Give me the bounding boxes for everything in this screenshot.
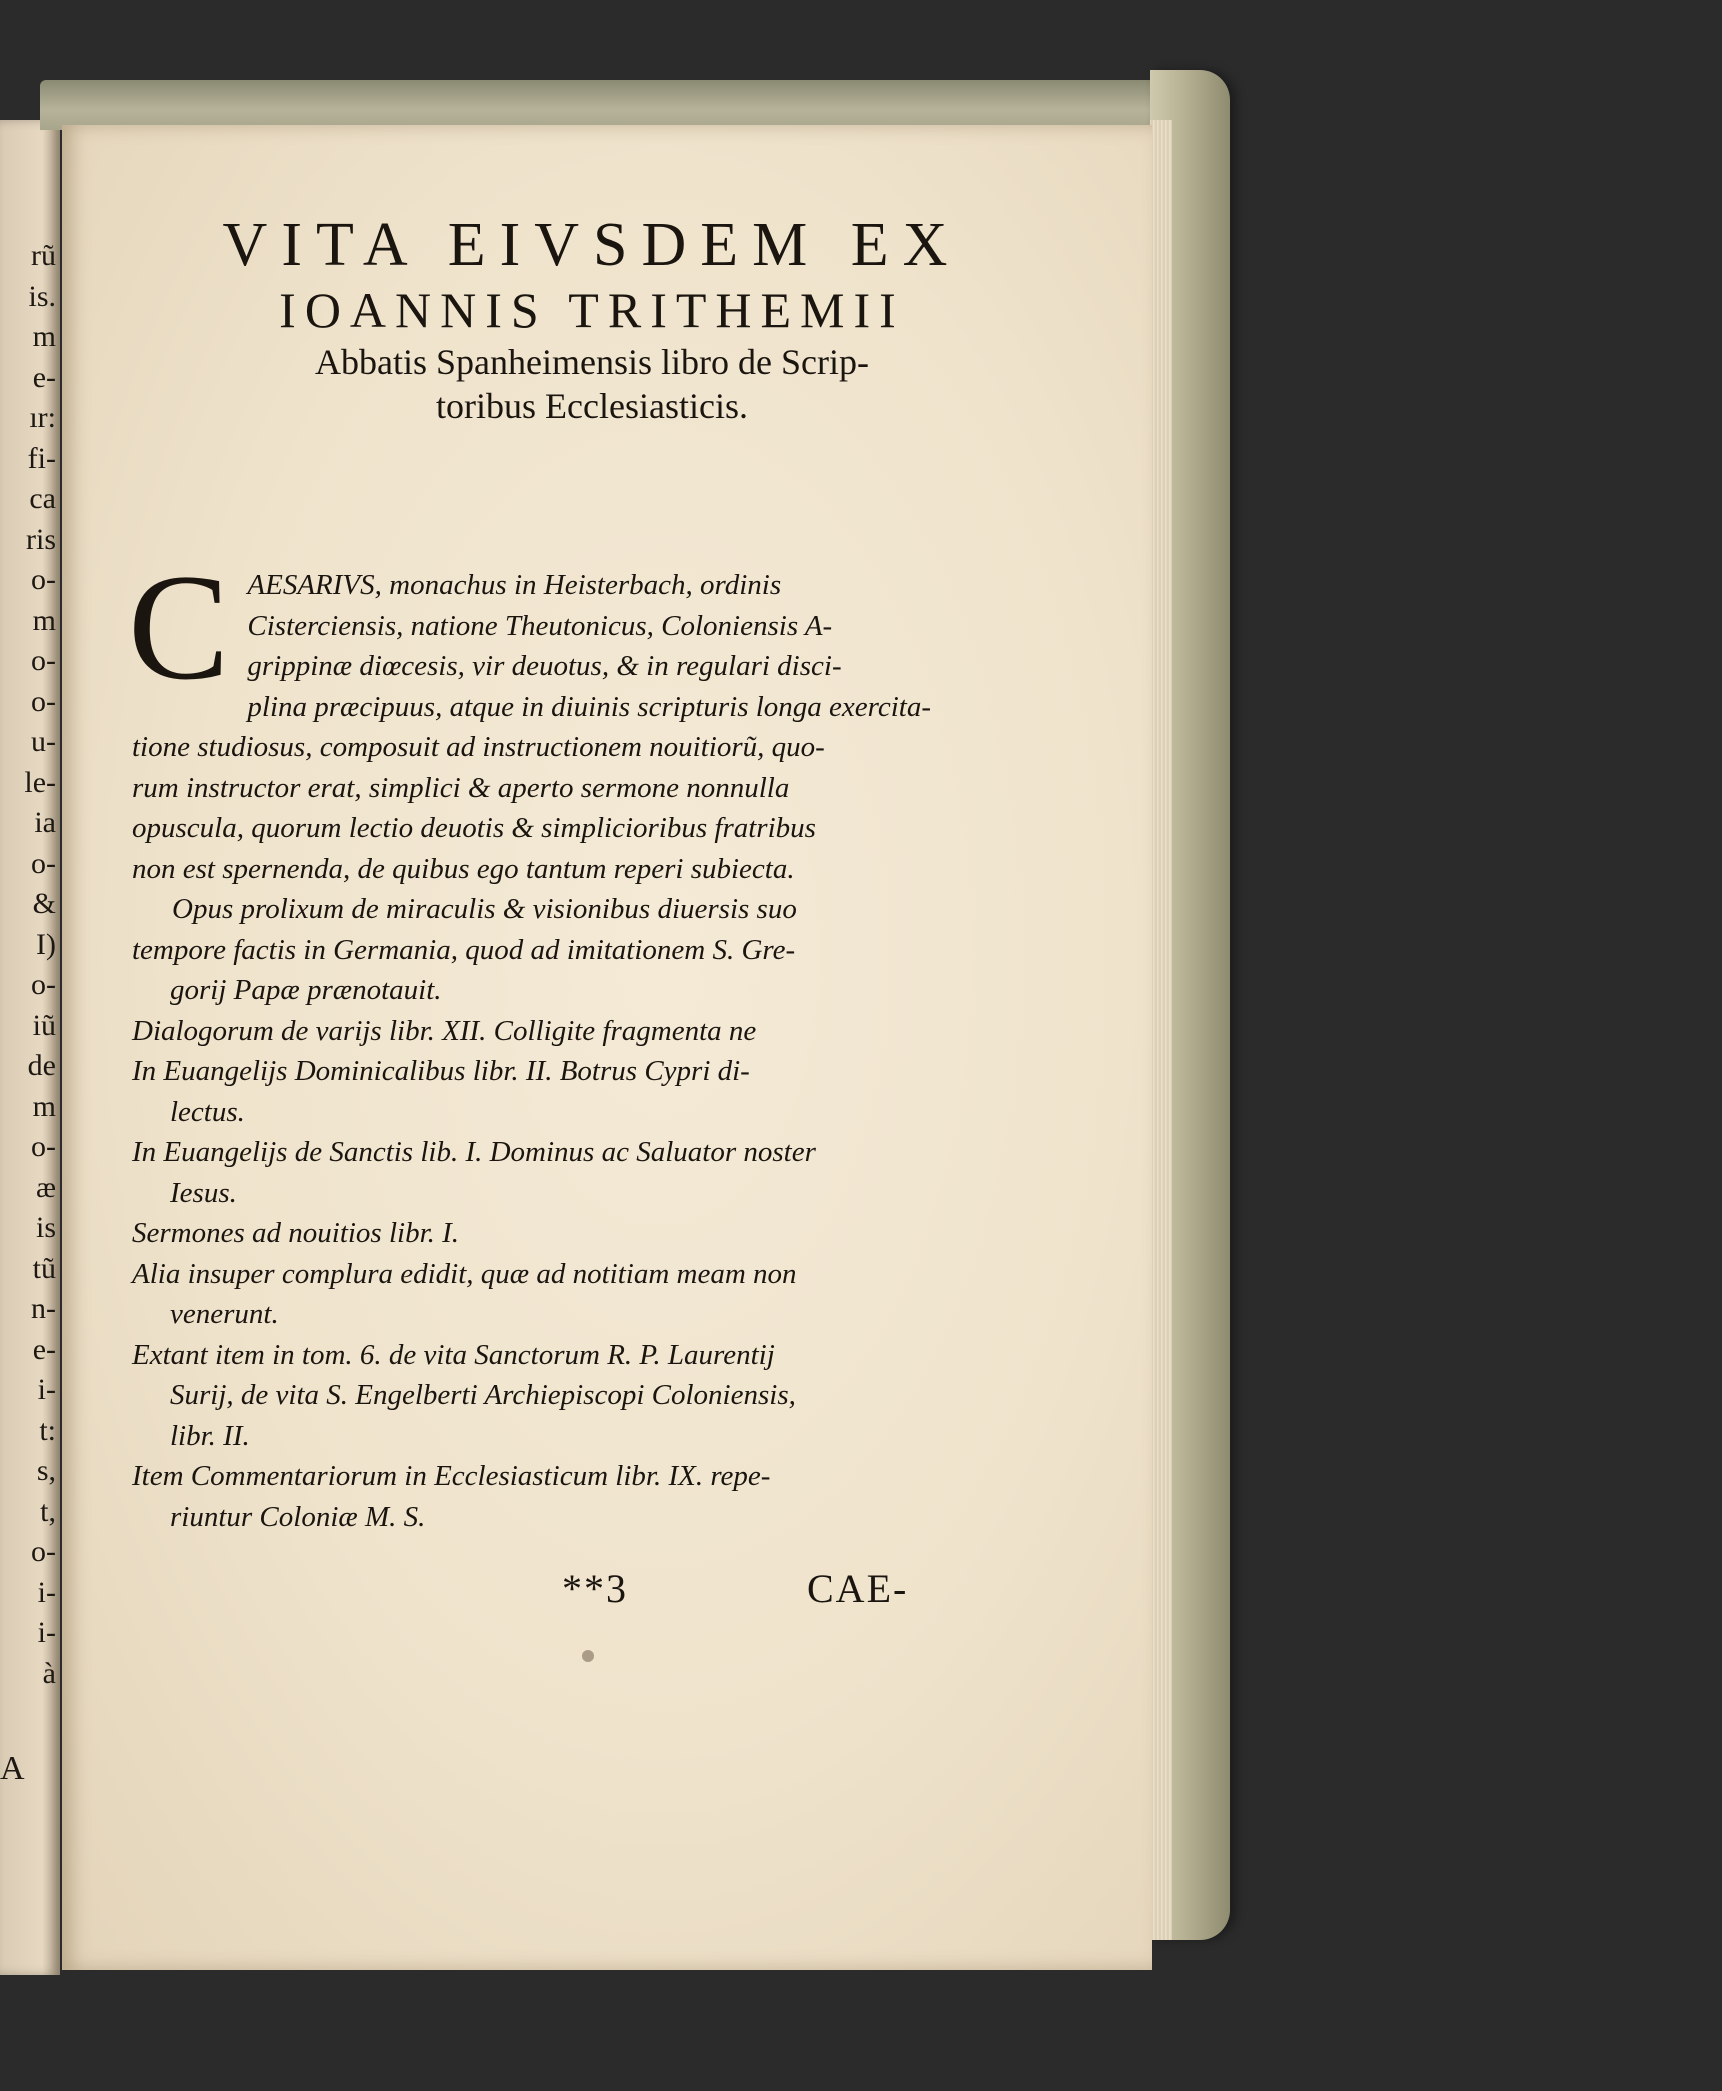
left-page-fragment: de — [27, 1049, 56, 1082]
text-line: In Euangelijs de Sanctis lib. I. Dominus ac Saluator noster — [132, 1136, 816, 1168]
left-page-fragment: o- — [31, 684, 56, 718]
text-line: plina præcipuus, atque in diuinis scripturis longa exercita- — [247, 690, 932, 723]
left-page-fragment: fi- — [27, 441, 56, 475]
left-page-fragment: e- — [32, 360, 56, 394]
left-page-fragment: is. — [28, 279, 56, 313]
left-page-fragment: o- — [31, 846, 56, 880]
signature-mark: **3 — [562, 1566, 628, 1611]
left-page-fragment: o- — [31, 1535, 56, 1568]
left-page-fragment: rũ — [31, 239, 56, 272]
text-line: Iesus. — [170, 1176, 237, 1209]
left-page-fragment: & — [32, 887, 56, 920]
title-line-2: IOANNIS TRITHEMII — [279, 282, 905, 338]
left-page-fragment: ca — [29, 482, 56, 515]
body-text — [128, 543, 1037, 1537]
text-line: Surij, de vita S. Engelberti Archiepiscopi Coloniensis, — [170, 1379, 796, 1411]
page-edges — [1150, 120, 1172, 1940]
title-line-1: VITA EIVSDEM EX — [222, 211, 962, 279]
left-page-fragment: ır: — [29, 401, 56, 434]
text-line: Sermones ad nouitios libr. I. — [132, 1217, 460, 1249]
text-line: Dialogorum de varijs libr. XII. Colligite fragmenta ne — [132, 1014, 757, 1047]
text-line: non est spernenda, de quibus ego tantum reperi subiecta. — [132, 852, 795, 885]
text-line: riuntur Coloniæ M. S. — [170, 1500, 426, 1533]
left-page-fragment: e- — [32, 1332, 56, 1366]
left-page-text-fragments — [0, 236, 56, 1694]
text-line: rum instructor erat, simplici & aperto sermone nonnulla — [132, 771, 790, 804]
text-line: Cisterciensis, natione Theutonicus, Coloniensis A- — [247, 609, 833, 642]
drop-cap: C — [128, 543, 230, 711]
text-line: In Euangelijs Dominicalibus libr. II. Botrus Cypri di- — [132, 1055, 750, 1087]
left-page-fragment: o- — [31, 563, 56, 596]
text-line: Alia insuper complura edidit, quæ ad notitiam meam non — [132, 1257, 797, 1290]
left-page-fragment: is — [35, 1211, 56, 1244]
left-page-fragment: u- — [31, 725, 56, 758]
left-page-fragment: m — [32, 320, 56, 353]
text-line: lectus. — [170, 1095, 245, 1128]
left-page-fragment: n- — [31, 1292, 56, 1325]
book-cover-top — [40, 80, 1230, 130]
left-page-fragment: s, — [36, 1454, 56, 1487]
left-page-fragment: m — [32, 603, 56, 637]
text-line: tione studiosus, composuit ad instructionem nouitiorũ, quo- — [132, 731, 825, 763]
left-page-fragment: I) — [36, 927, 56, 961]
page-footer — [62, 1565, 1152, 1625]
text-line: grippinæ diœcesis, vir deuotus, & in regulari disci- — [247, 650, 842, 682]
left-page-fragment: t, — [40, 1494, 56, 1528]
title-line-3: Abbatis Spanheimensis libro de Scrip- — [315, 342, 869, 382]
left-page-fragment: o- — [31, 644, 56, 677]
text-line: Item Commentariorum in Ecclesiasticum libr. IX. repe- — [132, 1460, 771, 1492]
left-page-fragment: m — [32, 1089, 56, 1123]
text-line: AESARIVS, monachus in Heisterbach, ordinis — [247, 569, 782, 601]
text-line: opuscula, quorum lectio deuotis & simplicioribus fratribus — [132, 812, 816, 844]
left-page-fragment: i- — [37, 1575, 56, 1609]
title-line-4: toribus Ecclesiasticis. — [436, 386, 748, 426]
left-page-fragment: ris — [26, 522, 56, 556]
left-page-letter: A — [0, 1750, 25, 1787]
text-line: tempore factis in Germania, quod ad imitationem S. Gre- — [132, 933, 796, 966]
right-page — [62, 125, 1152, 1970]
text-line: Opus prolixum de miraculis & visionibus diuersis suo — [172, 893, 797, 925]
left-page-fragment: à — [42, 1656, 56, 1690]
left-page-fragment: t: — [39, 1413, 56, 1447]
left-page-fragment: tũ — [32, 1251, 56, 1285]
left-page-fragment: iũ — [32, 1008, 56, 1042]
text-line: venerunt. — [170, 1298, 279, 1330]
left-page-fragment: æ — [35, 1170, 56, 1204]
title-block — [132, 210, 1052, 428]
left-page-fragment: i- — [37, 1373, 56, 1406]
left-page-fragment: o- — [31, 1130, 56, 1163]
left-page-fragment: i- — [37, 1616, 56, 1649]
left-page-fragment: ia — [34, 806, 56, 839]
text-line: Extant item in tom. 6. de vita Sanctorum R. P. Laurentij — [132, 1338, 775, 1371]
left-page-fragment: o- — [31, 968, 56, 1001]
text-line: libr. II. — [170, 1419, 250, 1452]
text-line: gorij Papæ prænotauit. — [170, 974, 442, 1006]
catchword: CAE- — [807, 1566, 909, 1611]
left-page-fragment: le- — [24, 765, 56, 799]
ink-spot — [582, 1650, 594, 1662]
